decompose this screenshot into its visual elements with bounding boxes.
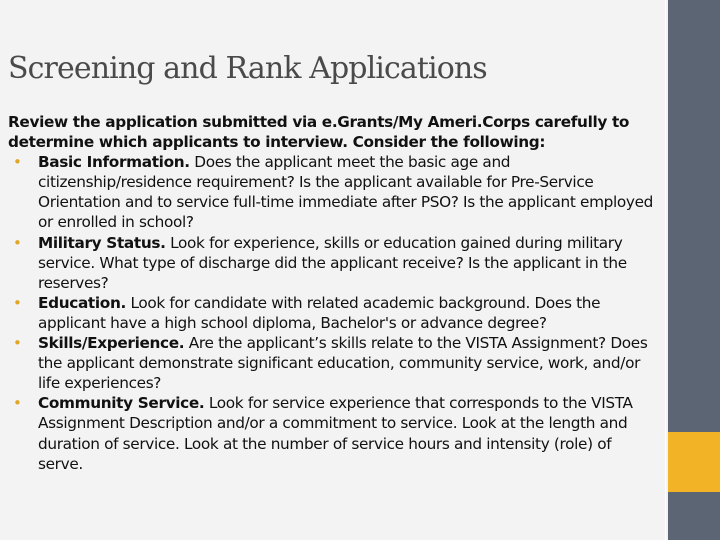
bullet-icon: • xyxy=(13,153,22,172)
bullet-heading: Basic Information. xyxy=(38,153,190,172)
bullet-heading: Skills/Experience. xyxy=(38,334,185,353)
bullet-icon: • xyxy=(13,233,22,252)
bullet-text: Look for experience, skills or education gained during military service. What type of discharge did the applicant receive? Is the applicant in the reserves? xyxy=(38,233,627,292)
bullet-text: Look for service experience that corresponds to the VISTA Assignment Description and/or a commitment to service. Look at the length and duration of service. Look at the number of service hours and intensity (role) of serve. xyxy=(38,394,633,473)
bullet-heading: Community Service. xyxy=(38,394,205,413)
bullet-icon: • xyxy=(13,394,22,413)
bullet-list xyxy=(8,152,658,474)
bullet-military-status xyxy=(8,233,658,293)
bullet-education xyxy=(8,293,658,333)
bullet-icon: • xyxy=(13,293,22,312)
bullet-basic-information xyxy=(8,152,658,232)
divider-line xyxy=(665,0,666,540)
bullet-icon: • xyxy=(13,334,22,353)
bullet-heading: Military Status. xyxy=(38,233,166,252)
bullet-text: Are the applicant’s skills relate to the VISTA Assignment? Does the applicant demonstrate significant education, community service, work, and/or life experiences? xyxy=(38,334,648,393)
slide-body xyxy=(8,112,658,474)
bullet-text: Look for candidate with related academic background. Does the applicant have a high school diploma, Bachelor's or advance degree? xyxy=(38,293,601,332)
bullet-community-service xyxy=(8,393,658,473)
intro-text: Review the application submitted via e.Grants/My Ameri.Corps carefully to determine which applicants to interview. Consider the following: xyxy=(8,113,630,152)
bullet-skills-experience xyxy=(8,333,658,393)
accent-block xyxy=(668,432,720,492)
slide-title: Screening and Rank Applications xyxy=(8,51,487,86)
bullet-text: Does the applicant meet the basic age and citizenship/residence requirement? Is the applicant available for Pre-Service Orientation and to service full-time immediate after PSO? Is the applicant employed or enrolled in school? xyxy=(38,153,654,232)
bullet-heading: Education. xyxy=(38,293,126,312)
